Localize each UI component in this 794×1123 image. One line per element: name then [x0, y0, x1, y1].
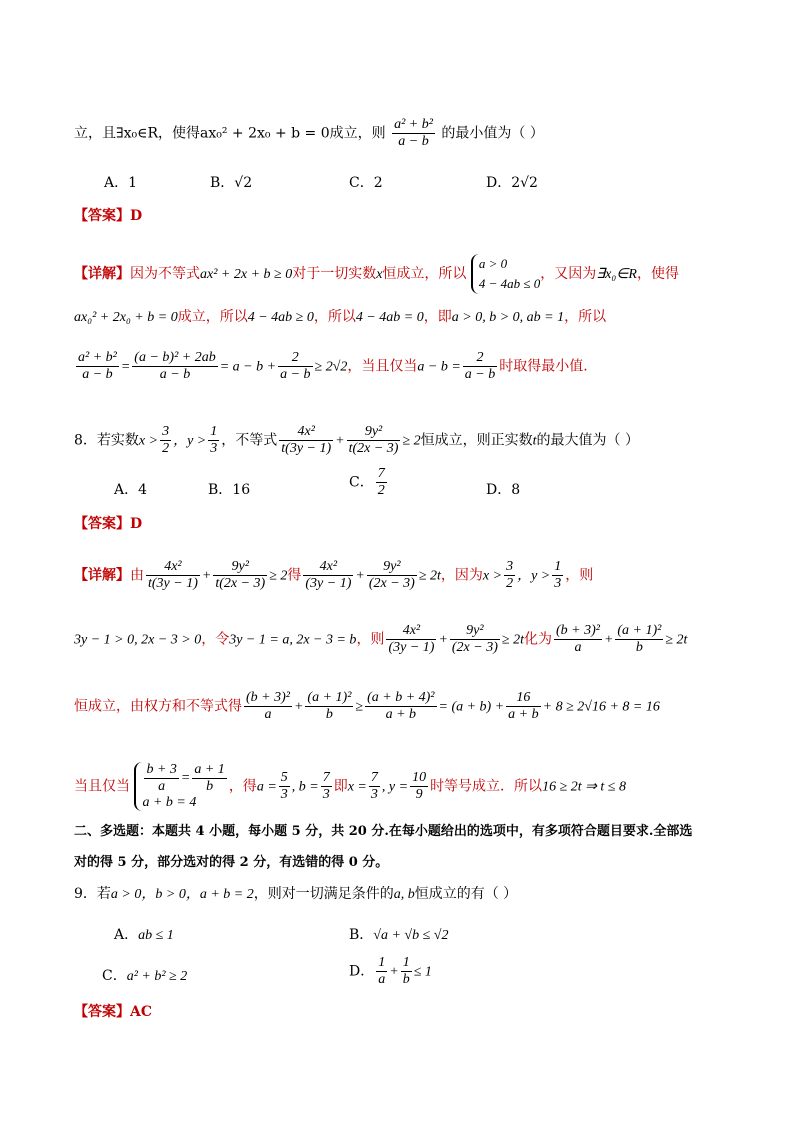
q8-answer: 【答案】D [74, 516, 143, 532]
q7-option-a: A．1 [104, 175, 138, 191]
q8-stem: 8．若实数x > $\frac{3}{2}$ ，y > $\frac{1}{3}$ ，不等式 $\frac{\text{4x²}}{t(3y - 1)}$ + $\frac{\text{9y²}}{t(2x - 3)}$ ≥ 2恒成立，则正实数t的最大值为（ ） [74, 424, 639, 456]
q8-option-d: D．8 [486, 482, 521, 498]
q8-system: $\frac{b + 3}{a}$ = $\frac{a + 1}{b}$ a + b = 4 [134, 762, 228, 811]
q8-detail-line-3: 恒成立，由权方和不等式得 $\frac{\text{(b + 3)²}}{a}$ + $\frac{\text{(a + 1)²}}{b}$ ≥ $\frac{\text{(a + b + 4)²}}{a + b}$ = (a + b) + $\frac{16}{a + b}$ + 8 ≥ 2√16 + 8 = 16 [74, 690, 660, 722]
q8-option-a: A．4 [114, 482, 148, 498]
q9-option-a: A．ab ≤ 1 [114, 927, 174, 943]
q7-answer: 【答案】D [74, 208, 143, 224]
q7-option-b: B．√2 [210, 175, 253, 191]
q9-option-c: C．a² + b² ≥ 2 [102, 968, 188, 984]
section-2-heading: 二、多选题：本题共 4 小题，每小题 5 分，共 20 分.在每小题给出的选项中，有多项符合题目要求.全部选 [74, 824, 693, 839]
q7-option-d: D．2√2 [486, 175, 538, 191]
q8-option-c: C． $\frac{7}{2}$ [349, 466, 385, 498]
section-2-heading-cont: 对的得 5 分，部分选对的得 2 分，有选错的得 0 分。 [74, 855, 389, 870]
q9-stem: 9．若a > 0，b > 0，a + b = 2，则对一切满足条件的a, b恒成立的有（ ） [74, 886, 518, 902]
q9-option-d: D． $\frac{1}{a}$ + $\frac{1}{b}$ ≤ 1 [349, 955, 432, 987]
q7-option-c: C．2 [349, 175, 383, 191]
q7-detail-line-1: 【详解】因为不等式ax² + 2x + b ≥ 0对于一切实数x恒成立，所以 a > 0 4 − 4ab ≤ 0 ，又因为∃x₀∈R，使得 [74, 254, 679, 294]
q8-option-b: B．16 [208, 482, 251, 498]
q8-detail-line-2: 3y − 1 > 0, 2x − 3 > 0，令3y − 1 = a, 2x − 3 = b，则 $\frac{\text{4x²}}{(3y - 1)}$ + $\frac{\text{9y²}}{(2x - 3)}$ ≥ 2t化为 $\frac{\text{(b + 3)²}}{a}$ + $\frac{\text{(a + 1)²}}{b}$ ≥ 2t [74, 623, 688, 655]
q7-detail-line-3: $\frac{\text{a² + b²}}{a - b}$ = $\frac{\text{(a − b)² + 2ab}}{a - b}$ = a − b + $\frac{2}{a - b}$ ≥ 2√2，当且仅当a − b = $\frac{2}{a - b}$ 时取得最小值. [78, 350, 588, 382]
q8-detail-line-4: 当且仅当 $\frac{b + 3}{a}$ = $\frac{a + 1}{b}$ a + b = 4 ，得a = $\frac{5}{3}$ , b = $\frac{7}{3}$ 即x = $\frac{7}{3}$ , y = $\frac{10}{9}$ 时等号成立．所以16 ≥ 2t ⇒ t ≤ 8 [74, 762, 626, 810]
q9-answer: 【答案】AC [74, 1004, 153, 1020]
q7-system: a > 0 4 − 4ab ≤ 0 [471, 254, 540, 294]
q9-option-b: B．√a + √b ≤ √2 [349, 927, 449, 943]
q7-fraction: $\frac{\text{a² + b²}}{a - b}$ [394, 117, 433, 149]
q7-detail-line-2: ax₀² + 2x₀ + b = 0成立，所以4 − 4ab ≥ 0，所以4 − 4ab = 0，即a > 0, b > 0, ab = 1，所以 [74, 309, 607, 325]
q7-stem: 立，且∃x₀∈R，使得ax₀² + 2x₀ + b = 0成立，则 $\frac{\text{a² + b²}}{a - b}$ 的最小值为（ ） [74, 117, 544, 149]
q8-detail-line-1: 【详解】由 $\frac{\text{4x²}}{t(3y - 1)}$ + $\frac{\text{9y²}}{t(2x - 3)}$ ≥ 2得 $\frac{\text{4x²}}{(3y - 1)}$ + $\frac{\text{9y²}}{(2x - 3)}$ ≥ 2t，因为x > $\frac{3}{2}$ ，y > $\frac{1}{3}$ ，则 [74, 559, 594, 591]
